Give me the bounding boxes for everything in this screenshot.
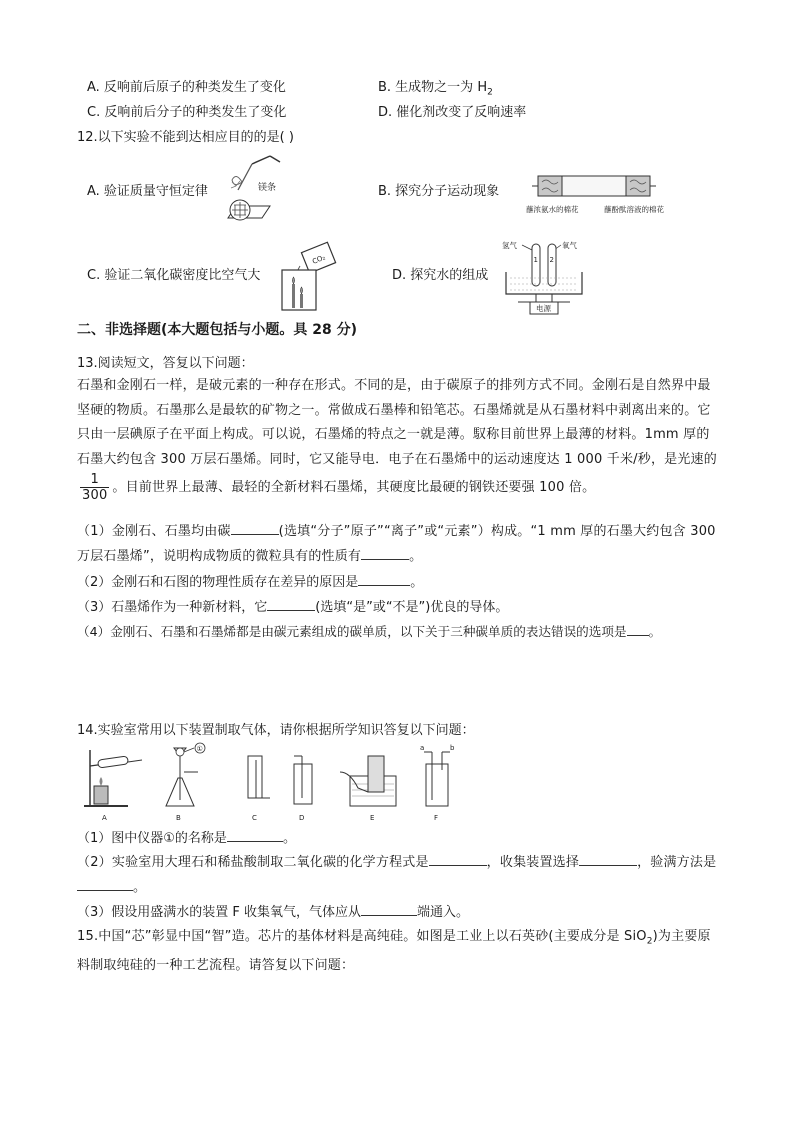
q13-passage-part-2: 。目前世界上最薄、最轻的全新材料石墨烯，其硬度比最硬的钢铁还要强 100 倍。 <box>112 480 596 495</box>
apparatus-c <box>248 756 270 822</box>
q12-option-c: C. 验证二氧化碳密度比空气大 <box>87 268 261 283</box>
apparatus-b-label: B <box>176 814 181 822</box>
q14-stem: 14.实验室常用以下装置制取气体，请你根据所学知识答复以下问题： <box>77 723 475 738</box>
ammonia-cotton-label: 蘸浓氨水的棉花 <box>526 205 579 214</box>
q14-sub2-blank-1[interactable] <box>429 853 487 866</box>
q12-stem: 12.以下实验不能到达相应目的的是( ) <box>77 130 294 145</box>
q11-option-a: A. 反响前后原子的种类发生了变化 <box>87 80 286 95</box>
q11-option-d: D. 催化剂改变了反响速率 <box>378 105 527 120</box>
q13-sub3-blank[interactable] <box>267 598 315 611</box>
apparatus-e <box>340 756 396 822</box>
q13-sub1-blank-1[interactable] <box>231 522 279 535</box>
q14-sub-3 <box>77 903 469 922</box>
tube-1-label: 1 <box>533 256 538 264</box>
gas-apparatus-figure <box>80 742 480 824</box>
apparatus-f <box>420 744 455 822</box>
q12-option-a: A. 验证质量守恒定律 <box>87 184 208 199</box>
q14-sub1-blank[interactable] <box>227 829 283 842</box>
q13-sub4-text-b: 。 <box>648 624 662 639</box>
q14-sub-2 <box>77 851 719 900</box>
fraction-numerator: 1 <box>80 472 109 488</box>
q13-sub1-text-b: (选填“分子”原子”“离子”或“元素”）构成。“1 mm 厚的石墨大约包含 300 万层石墨烯”，说明构成物质的微粒具有的性质有 <box>77 524 716 564</box>
q14-sub3-text-a: （3）假设用盛满水的装置 F 收集氧气，气体应从 <box>77 905 362 920</box>
magnesium-burning-figure <box>222 152 294 232</box>
port-b-label: b <box>450 744 455 752</box>
light-speed-fraction <box>80 472 109 503</box>
q14-sub2-text-c: ，验满方法是 <box>637 855 717 870</box>
apparatus-a-label: A <box>102 814 107 822</box>
q13-sub-1 <box>77 520 719 569</box>
q14-sub3-text-b: 端通入。 <box>417 905 470 920</box>
q13-sub3-text-b: (选填“是”或“不是”)优良的导体。 <box>315 600 509 615</box>
q13-sub2-blank[interactable] <box>358 573 410 586</box>
q11-option-c: C. 反响前后分子的种类发生了变化 <box>87 105 287 120</box>
q13-sub2-text-a: （2）金刚石和石图的物理性质存在差异的原因是 <box>77 575 359 590</box>
q14-sub2-text-a: （2）实验室用大理石和稀盐酸制取二氧化碳的化学方程式是 <box>77 855 429 870</box>
tube-2-label: 2 <box>549 256 554 264</box>
q13-passage <box>77 374 719 503</box>
hydrogen-label: 氢气 <box>502 241 517 250</box>
q13-passage-part-1: 石墨和金刚石一样，是破元素的一种存在形式。不同的是，由于碳原子的排列方式不同。金刚石是自然界中最坚硬的物质。石墨那么是最软的矿物之一。常做成石墨棒和铅笔芯。石墨烯就是从石墨材料中剥离出来的。它只由一层碘原子在平面上构成。可以说，石墨烯的特点之一就是薄。馭称目前世界上最薄的材料。1mm 厚的石墨大约包含 300 万层石墨烯。同时，它又能导电．电子在石墨烯中的运动速度达 1 000 千米/秒，是光速的 <box>77 378 717 467</box>
q15-stem-text-b: )为主要原料制取纯硅的一种工艺流程。请答复以下问题： <box>77 929 711 974</box>
q14-sub3-blank[interactable] <box>361 903 417 916</box>
q13-stem: 13.阅读短文，答复以下问题： <box>77 356 254 371</box>
apparatus-f-label: F <box>434 814 439 822</box>
q11-option-b-sub: 2 <box>487 87 493 98</box>
apparatus-d <box>294 756 312 822</box>
q14-sub2-blank-2[interactable] <box>579 853 637 866</box>
q11-option-b-text: B. 生成物之一为 H <box>378 80 488 95</box>
co2-candle-figure <box>272 236 348 316</box>
q14-sub1-text-b: 。 <box>282 831 296 846</box>
q11-option-b <box>378 79 493 102</box>
q12-option-b: B. 探究分子运动现象 <box>378 184 500 199</box>
apparatus-d-label: D <box>299 814 305 822</box>
q14-sub2-text-d: 。 <box>133 879 147 895</box>
port-a-label: a <box>420 744 425 752</box>
q13-sub4-text-a: （4）金刚石、石墨和石墨烯都是由碳元素组成的碳单质，以下关于三种碳单质的表达错误的选项是 <box>77 624 627 639</box>
q14-sub2-blank-3[interactable] <box>77 878 133 891</box>
q13-sub1-text-c: 。 <box>409 548 423 564</box>
q14-sub-1 <box>77 829 296 848</box>
apparatus-b <box>166 743 205 822</box>
instrument-1-marker: ① <box>196 745 203 753</box>
q15-stem-sub: 2 <box>646 936 653 947</box>
q13-sub-3 <box>77 598 508 617</box>
q13-sub2-text-b: 。 <box>410 575 424 590</box>
oxygen-label: 氧气 <box>562 241 577 250</box>
q13-sub1-blank-2[interactable] <box>361 547 409 560</box>
q12-option-d: D. 探究水的组成 <box>392 268 489 283</box>
q13-sub-2 <box>77 573 423 592</box>
q14-sub2-text-b: ，收集装置选择 <box>486 855 580 870</box>
water-electrolysis-figure <box>498 236 590 318</box>
magnesium-label: 镁条 <box>258 183 277 193</box>
q13-sub1-text-a: （1）金刚石、石墨均由碳 <box>77 524 231 539</box>
section-2-heading: 二、非选择题(本大题包括与小题。具 28 分) <box>77 322 358 338</box>
phenolphthalein-cotton-label: 蘸酚酞溶液的棉花 <box>604 205 664 214</box>
co2-label: CO₂ <box>311 253 327 266</box>
q14-sub1-text-a: （1）图中仪器①的名称是 <box>77 831 227 846</box>
q15-stem-text-a: 15.中国“芯”彰显中国“智”造。芯片的基体材料是高纯硅。如图是工业上以石英砂(主要成分是 SiO <box>77 929 647 944</box>
q15-stem <box>77 925 719 979</box>
apparatus-e-label: E <box>370 814 375 822</box>
apparatus-c-label: C <box>252 814 257 822</box>
power-label: 电源 <box>536 304 551 313</box>
q13-sub4-blank[interactable] <box>627 623 649 636</box>
q13-sub3-text-a: （3）石墨烯作为一种新材料，它 <box>77 600 268 615</box>
molecule-motion-figure <box>524 168 664 220</box>
fraction-denominator: 300 <box>82 488 108 503</box>
apparatus-a <box>84 750 142 822</box>
q13-sub-4 <box>77 623 661 641</box>
